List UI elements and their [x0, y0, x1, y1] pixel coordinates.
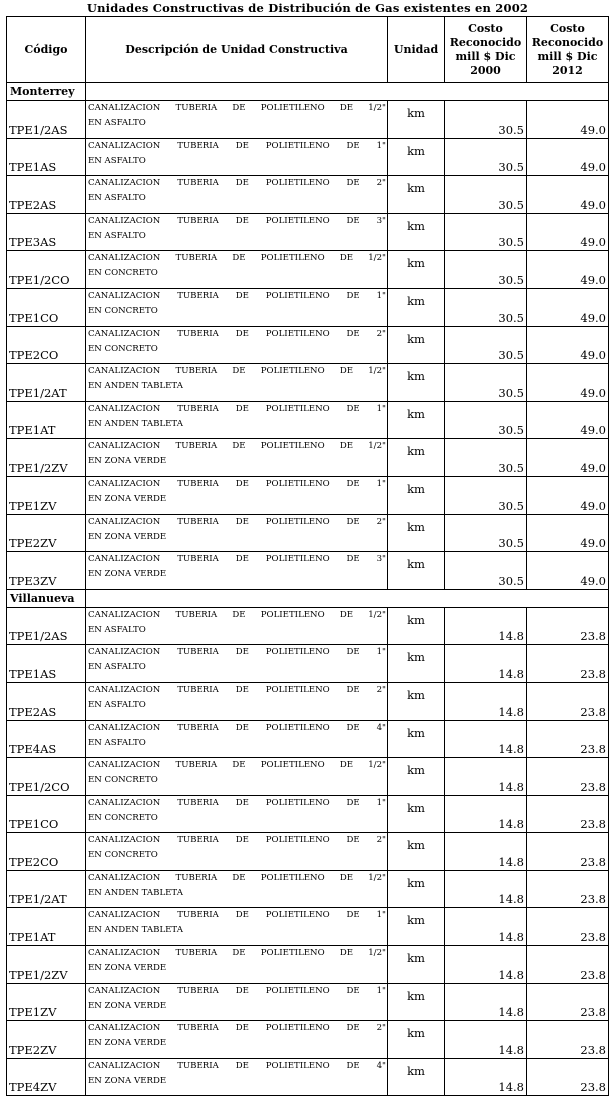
descripcion-line-1: CANALIZACION TUBERIA DE POLIETILENO DE 3": [88, 215, 386, 226]
unidad-cell: km: [388, 833, 445, 871]
table-row: [7, 401, 609, 439]
table-row: [7, 251, 609, 289]
costo-2012-cell: 23.8: [527, 607, 609, 645]
costo-2012-cell: 23.8: [527, 682, 609, 720]
descripcion-cell: [86, 476, 388, 514]
descripcion-line-2: EN ASFALTO: [88, 155, 146, 166]
codigo-cell: TPE1/2AS: [7, 607, 86, 645]
descripcion-line-1: CANALIZACION TUBERIA DE POLIETILENO DE 1": [88, 140, 386, 151]
descripcion-line-1: CANALIZACION TUBERIA DE POLIETILENO DE 1/2": [88, 760, 386, 771]
descripcion-line-2: EN ZONA VERDE: [88, 531, 167, 542]
table-row: [7, 552, 609, 590]
descripcion-line-2: EN ASFALTO: [88, 699, 146, 710]
table-row: [7, 946, 609, 984]
descripcion-cell: [86, 514, 388, 552]
descripcion-line-2: EN ZONA VERDE: [88, 1075, 167, 1086]
unidad-cell: km: [388, 946, 445, 984]
costo-2012-cell: 49.0: [527, 176, 609, 214]
costo-2012-cell: 49.0: [527, 364, 609, 402]
table-title: Unidades Constructivas de Distribución de Gas existentes en 2002: [86, 1, 529, 15]
costo-2000-cell: 30.5: [445, 552, 527, 590]
descripcion-line-2: EN CONCRETO: [88, 850, 158, 861]
codigo-cell: TPE3AS: [7, 213, 86, 251]
section-name: Villanueva: [7, 589, 86, 607]
descripcion-line-1: CANALIZACION TUBERIA DE POLIETILENO DE 2": [88, 516, 386, 527]
table-row: [7, 326, 609, 364]
table-row: [7, 439, 609, 477]
costo-2000-cell: 14.8: [445, 1058, 527, 1096]
costo-2000-cell: 30.5: [445, 439, 527, 477]
descripcion-line-1: CANALIZACION TUBERIA DE POLIETILENO DE 2": [88, 835, 386, 846]
unidad-cell: km: [388, 288, 445, 326]
costo-2000-cell: 14.8: [445, 946, 527, 984]
codigo-cell: TPE2ZV: [7, 514, 86, 552]
descripcion-cell: [86, 401, 388, 439]
table-body: [7, 83, 609, 1096]
costo-2012-cell: 49.0: [527, 101, 609, 139]
descripcion-line-1: CANALIZACION TUBERIA DE POLIETILENO DE 4": [88, 1060, 386, 1071]
descripcion-line-1: CANALIZACION TUBERIA DE POLIETILENO DE 2": [88, 178, 386, 189]
descripcion-line-2: EN ANDEN TABLETA: [88, 925, 183, 936]
table-row: [7, 607, 609, 645]
section-filler: [86, 589, 609, 607]
descripcion-cell: [86, 1021, 388, 1059]
descripcion-cell: [86, 552, 388, 590]
unidad-cell: km: [388, 607, 445, 645]
table-row: [7, 720, 609, 758]
costo-2012-cell: 23.8: [527, 795, 609, 833]
descripcion-line-2: EN ZONA VERDE: [88, 1000, 167, 1011]
unidad-cell: km: [388, 983, 445, 1021]
codigo-cell: TPE1ZV: [7, 476, 86, 514]
descripcion-cell: [86, 795, 388, 833]
descripcion-cell: [86, 946, 388, 984]
table-row: [7, 833, 609, 871]
descripcion-line-2: EN ZONA VERDE: [88, 963, 167, 974]
descripcion-cell: [86, 101, 388, 139]
codigo-cell: TPE1/2CO: [7, 758, 86, 796]
header-unidad: Unidad: [388, 17, 445, 83]
codigo-cell: TPE1/2ZV: [7, 946, 86, 984]
descripcion-line-2: EN ANDEN TABLETA: [88, 381, 183, 392]
header-costo-2000: [445, 17, 527, 83]
descripcion-line-2: EN ANDEN TABLETA: [88, 887, 183, 898]
codigo-cell: TPE1/2ZV: [7, 439, 86, 477]
codigo-cell: TPE3ZV: [7, 552, 86, 590]
table-row: [7, 288, 609, 326]
table-row: [7, 682, 609, 720]
descripcion-line-1: CANALIZACION TUBERIA DE POLIETILENO DE 1/2": [88, 253, 386, 264]
codigo-cell: TPE1/2AT: [7, 870, 86, 908]
descripcion-line-1: CANALIZACION TUBERIA DE POLIETILENO DE 1": [88, 478, 386, 489]
costo-2000-cell: 14.8: [445, 682, 527, 720]
codigo-cell: TPE1AS: [7, 645, 86, 683]
costo-2012-cell: 49.0: [527, 552, 609, 590]
descripcion-cell: [86, 138, 388, 176]
descripcion-cell: [86, 439, 388, 477]
codigo-cell: TPE2AS: [7, 682, 86, 720]
descripcion-line-2: EN ASFALTO: [88, 624, 146, 635]
costo-2012-cell: 49.0: [527, 213, 609, 251]
costo-2000-cell: 30.5: [445, 251, 527, 289]
unidad-cell: km: [388, 138, 445, 176]
descripcion-line-2: EN ZONA VERDE: [88, 493, 167, 504]
table-row: [7, 1058, 609, 1096]
header-costo-2012-line: mill $ Dic: [537, 49, 598, 63]
descripcion-line-2: EN ZONA VERDE: [88, 456, 167, 467]
descripcion-line-2: EN ASFALTO: [88, 193, 146, 204]
costo-2012-cell: 23.8: [527, 833, 609, 871]
table-row: [7, 983, 609, 1021]
header-costo-2000-line: Costo: [468, 21, 503, 35]
costo-2012-cell: 23.8: [527, 1021, 609, 1059]
costo-2000-cell: 14.8: [445, 833, 527, 871]
codigo-cell: TPE2CO: [7, 326, 86, 364]
costo-2012-cell: 49.0: [527, 514, 609, 552]
descripcion-cell: [86, 326, 388, 364]
costo-2012-cell: 23.8: [527, 870, 609, 908]
codigo-cell: TPE1/2AT: [7, 364, 86, 402]
descripcion-line-2: EN CONCRETO: [88, 812, 158, 823]
descripcion-line-1: CANALIZACION TUBERIA DE POLIETILENO DE 1/2": [88, 872, 386, 883]
codigo-cell: TPE4ZV: [7, 1058, 86, 1096]
header-costo-2000-line: 2000: [470, 63, 501, 77]
costo-2000-cell: 30.5: [445, 176, 527, 214]
header-costo-2000-line: Reconocido: [449, 35, 522, 49]
descripcion-line-2: EN ASFALTO: [88, 662, 146, 673]
codigo-cell: TPE1/2CO: [7, 251, 86, 289]
unidad-cell: km: [388, 795, 445, 833]
descripcion-line-1: CANALIZACION TUBERIA DE POLIETILENO DE 2": [88, 684, 386, 695]
costo-2000-cell: 14.8: [445, 1021, 527, 1059]
unidad-cell: km: [388, 364, 445, 402]
table-row: [7, 138, 609, 176]
unidad-cell: km: [388, 908, 445, 946]
descripcion-line-1: CANALIZACION TUBERIA DE POLIETILENO DE 2": [88, 328, 386, 339]
header-descripcion: Descripción de Unidad Constructiva: [86, 17, 388, 83]
codigo-cell: TPE1ZV: [7, 983, 86, 1021]
costo-2000-cell: 30.5: [445, 326, 527, 364]
costo-2000-cell: 14.8: [445, 983, 527, 1021]
costo-2000-cell: 30.5: [445, 138, 527, 176]
descripcion-line-2: EN CONCRETO: [88, 305, 158, 316]
descripcion-line-2: EN ZONA VERDE: [88, 1038, 167, 1049]
descripcion-cell: [86, 758, 388, 796]
codigo-cell: TPE1CO: [7, 795, 86, 833]
costo-2000-cell: 14.8: [445, 720, 527, 758]
codigo-cell: TPE1AT: [7, 401, 86, 439]
costo-2012-cell: 23.8: [527, 983, 609, 1021]
section-row: [7, 83, 609, 101]
descripcion-cell: [86, 213, 388, 251]
descripcion-cell: [86, 251, 388, 289]
descripcion-line-1: CANALIZACION TUBERIA DE POLIETILENO DE 1": [88, 290, 386, 301]
costo-2012-cell: 49.0: [527, 138, 609, 176]
costo-2012-cell: 49.0: [527, 476, 609, 514]
table-row: [7, 1021, 609, 1059]
costo-2012-cell: 23.8: [527, 1058, 609, 1096]
table-row: [7, 908, 609, 946]
costo-2012-cell: 23.8: [527, 720, 609, 758]
costo-2012-cell: 49.0: [527, 401, 609, 439]
header-costo-2012: [527, 17, 609, 83]
costo-2000-cell: 30.5: [445, 288, 527, 326]
section-row: [7, 589, 609, 607]
table-row: [7, 213, 609, 251]
descripcion-cell: [86, 720, 388, 758]
codigo-cell: TPE2AS: [7, 176, 86, 214]
descripcion-line-1: CANALIZACION TUBERIA DE POLIETILENO DE 1": [88, 403, 386, 414]
descripcion-cell: [86, 364, 388, 402]
descripcion-line-2: EN CONCRETO: [88, 343, 158, 354]
unidad-cell: km: [388, 514, 445, 552]
descripcion-line-1: CANALIZACION TUBERIA DE POLIETILENO DE 1": [88, 797, 386, 808]
descripcion-line-2: EN ASFALTO: [88, 737, 146, 748]
unidad-cell: km: [388, 645, 445, 683]
descripcion-line-2: EN ZONA VERDE: [88, 569, 167, 580]
descripcion-line-1: CANALIZACION TUBERIA DE POLIETILENO DE 1/2": [88, 441, 386, 452]
costo-2000-cell: 14.8: [445, 908, 527, 946]
unidad-cell: km: [388, 401, 445, 439]
codigo-cell: TPE1AT: [7, 908, 86, 946]
unidad-cell: km: [388, 552, 445, 590]
costo-2012-cell: 49.0: [527, 326, 609, 364]
costo-2000-cell: 14.8: [445, 758, 527, 796]
unidad-cell: km: [388, 213, 445, 251]
descripcion-cell: [86, 682, 388, 720]
costo-2012-cell: 23.8: [527, 946, 609, 984]
unidad-cell: km: [388, 251, 445, 289]
descripcion-line-1: CANALIZACION TUBERIA DE POLIETILENO DE 1/2": [88, 103, 386, 113]
table-row: [7, 758, 609, 796]
descripcion-cell: [86, 288, 388, 326]
descripcion-line-2: EN ASFALTO: [88, 230, 146, 241]
unidad-cell: km: [388, 682, 445, 720]
unidad-cell: km: [388, 326, 445, 364]
table-row: [7, 870, 609, 908]
header-codigo: Código: [7, 17, 86, 83]
costo-2000-cell: 30.5: [445, 101, 527, 139]
costo-2000-cell: 30.5: [445, 401, 527, 439]
descripcion-cell: [86, 607, 388, 645]
unidad-cell: km: [388, 870, 445, 908]
costo-2000-cell: 30.5: [445, 364, 527, 402]
table-row: [7, 795, 609, 833]
descripcion-line-2: EN ANDEN TABLETA: [88, 418, 183, 429]
table-row: [7, 514, 609, 552]
table-row: [7, 645, 609, 683]
section-filler: [86, 83, 609, 101]
costo-2000-cell: 14.8: [445, 795, 527, 833]
costo-2000-cell: 14.8: [445, 645, 527, 683]
descripcion-line-1: CANALIZACION TUBERIA DE POLIETILENO DE 4": [88, 722, 386, 733]
header-costo-2012-line: Costo: [550, 21, 585, 35]
codigo-cell: TPE1CO: [7, 288, 86, 326]
header-costo-2000-line: mill $ Dic: [455, 49, 516, 63]
costo-2012-cell: 49.0: [527, 288, 609, 326]
table-row: [7, 476, 609, 514]
codigo-cell: TPE2ZV: [7, 1021, 86, 1059]
descripcion-cell: [86, 176, 388, 214]
costo-2012-cell: 49.0: [527, 439, 609, 477]
descripcion-cell: [86, 645, 388, 683]
table-row: [7, 364, 609, 402]
codigo-cell: TPE4AS: [7, 720, 86, 758]
descripcion-line-2: EN CONCRETO: [88, 775, 158, 786]
costo-2000-cell: 30.5: [445, 213, 527, 251]
unidad-cell: km: [388, 758, 445, 796]
descripcion-cell: [86, 870, 388, 908]
codigo-cell: TPE1/2AS: [7, 101, 86, 139]
unidad-cell: km: [388, 476, 445, 514]
costo-2000-cell: 14.8: [445, 607, 527, 645]
descripcion-line-1: CANALIZACION TUBERIA DE POLIETILENO DE 1/2": [88, 609, 386, 620]
descripcion-cell: [86, 833, 388, 871]
table-row: [7, 176, 609, 214]
descripcion-line-2: EN CONCRETO: [88, 268, 158, 279]
section-name: Monterrey: [7, 83, 86, 101]
descripcion-line-1: CANALIZACION TUBERIA DE POLIETILENO DE 1": [88, 910, 386, 921]
table-row: [7, 101, 609, 139]
costo-2012-cell: 49.0: [527, 251, 609, 289]
descripcion-cell: [86, 908, 388, 946]
costo-2000-cell: 30.5: [445, 476, 527, 514]
costo-2012-cell: 23.8: [527, 645, 609, 683]
unidad-cell: km: [388, 439, 445, 477]
descripcion-line-1: CANALIZACION TUBERIA DE POLIETILENO DE 1": [88, 985, 386, 996]
codigo-cell: TPE1AS: [7, 138, 86, 176]
header-costo-2012-line: Reconocido: [531, 35, 604, 49]
unidad-cell: km: [388, 1021, 445, 1059]
costo-2000-cell: 30.5: [445, 514, 527, 552]
units-table: [6, 16, 609, 1096]
descripcion-cell: [86, 983, 388, 1021]
costo-2012-cell: 23.8: [527, 758, 609, 796]
descripcion-line-1: CANALIZACION TUBERIA DE POLIETILENO DE 1/2": [88, 366, 386, 377]
costo-2000-cell: 14.8: [445, 870, 527, 908]
unidad-cell: km: [388, 101, 445, 139]
unidad-cell: km: [388, 720, 445, 758]
costo-2012-cell: 23.8: [527, 908, 609, 946]
descripcion-cell: [86, 1058, 388, 1096]
codigo-cell: TPE2CO: [7, 833, 86, 871]
descripcion-line-1: CANALIZACION TUBERIA DE POLIETILENO DE 1": [88, 647, 386, 658]
descripcion-line-1: CANALIZACION TUBERIA DE POLIETILENO DE 2": [88, 1023, 386, 1034]
unidad-cell: km: [388, 176, 445, 214]
descripcion-line-1: CANALIZACION TUBERIA DE POLIETILENO DE 1/2": [88, 948, 386, 959]
header-row: [7, 17, 609, 83]
descripcion-line-1: CANALIZACION TUBERIA DE POLIETILENO DE 3": [88, 554, 386, 565]
descripcion-line-2: EN ASFALTO: [88, 118, 146, 128]
header-costo-2012-line: 2012: [552, 63, 583, 77]
unidad-cell: km: [388, 1058, 445, 1096]
